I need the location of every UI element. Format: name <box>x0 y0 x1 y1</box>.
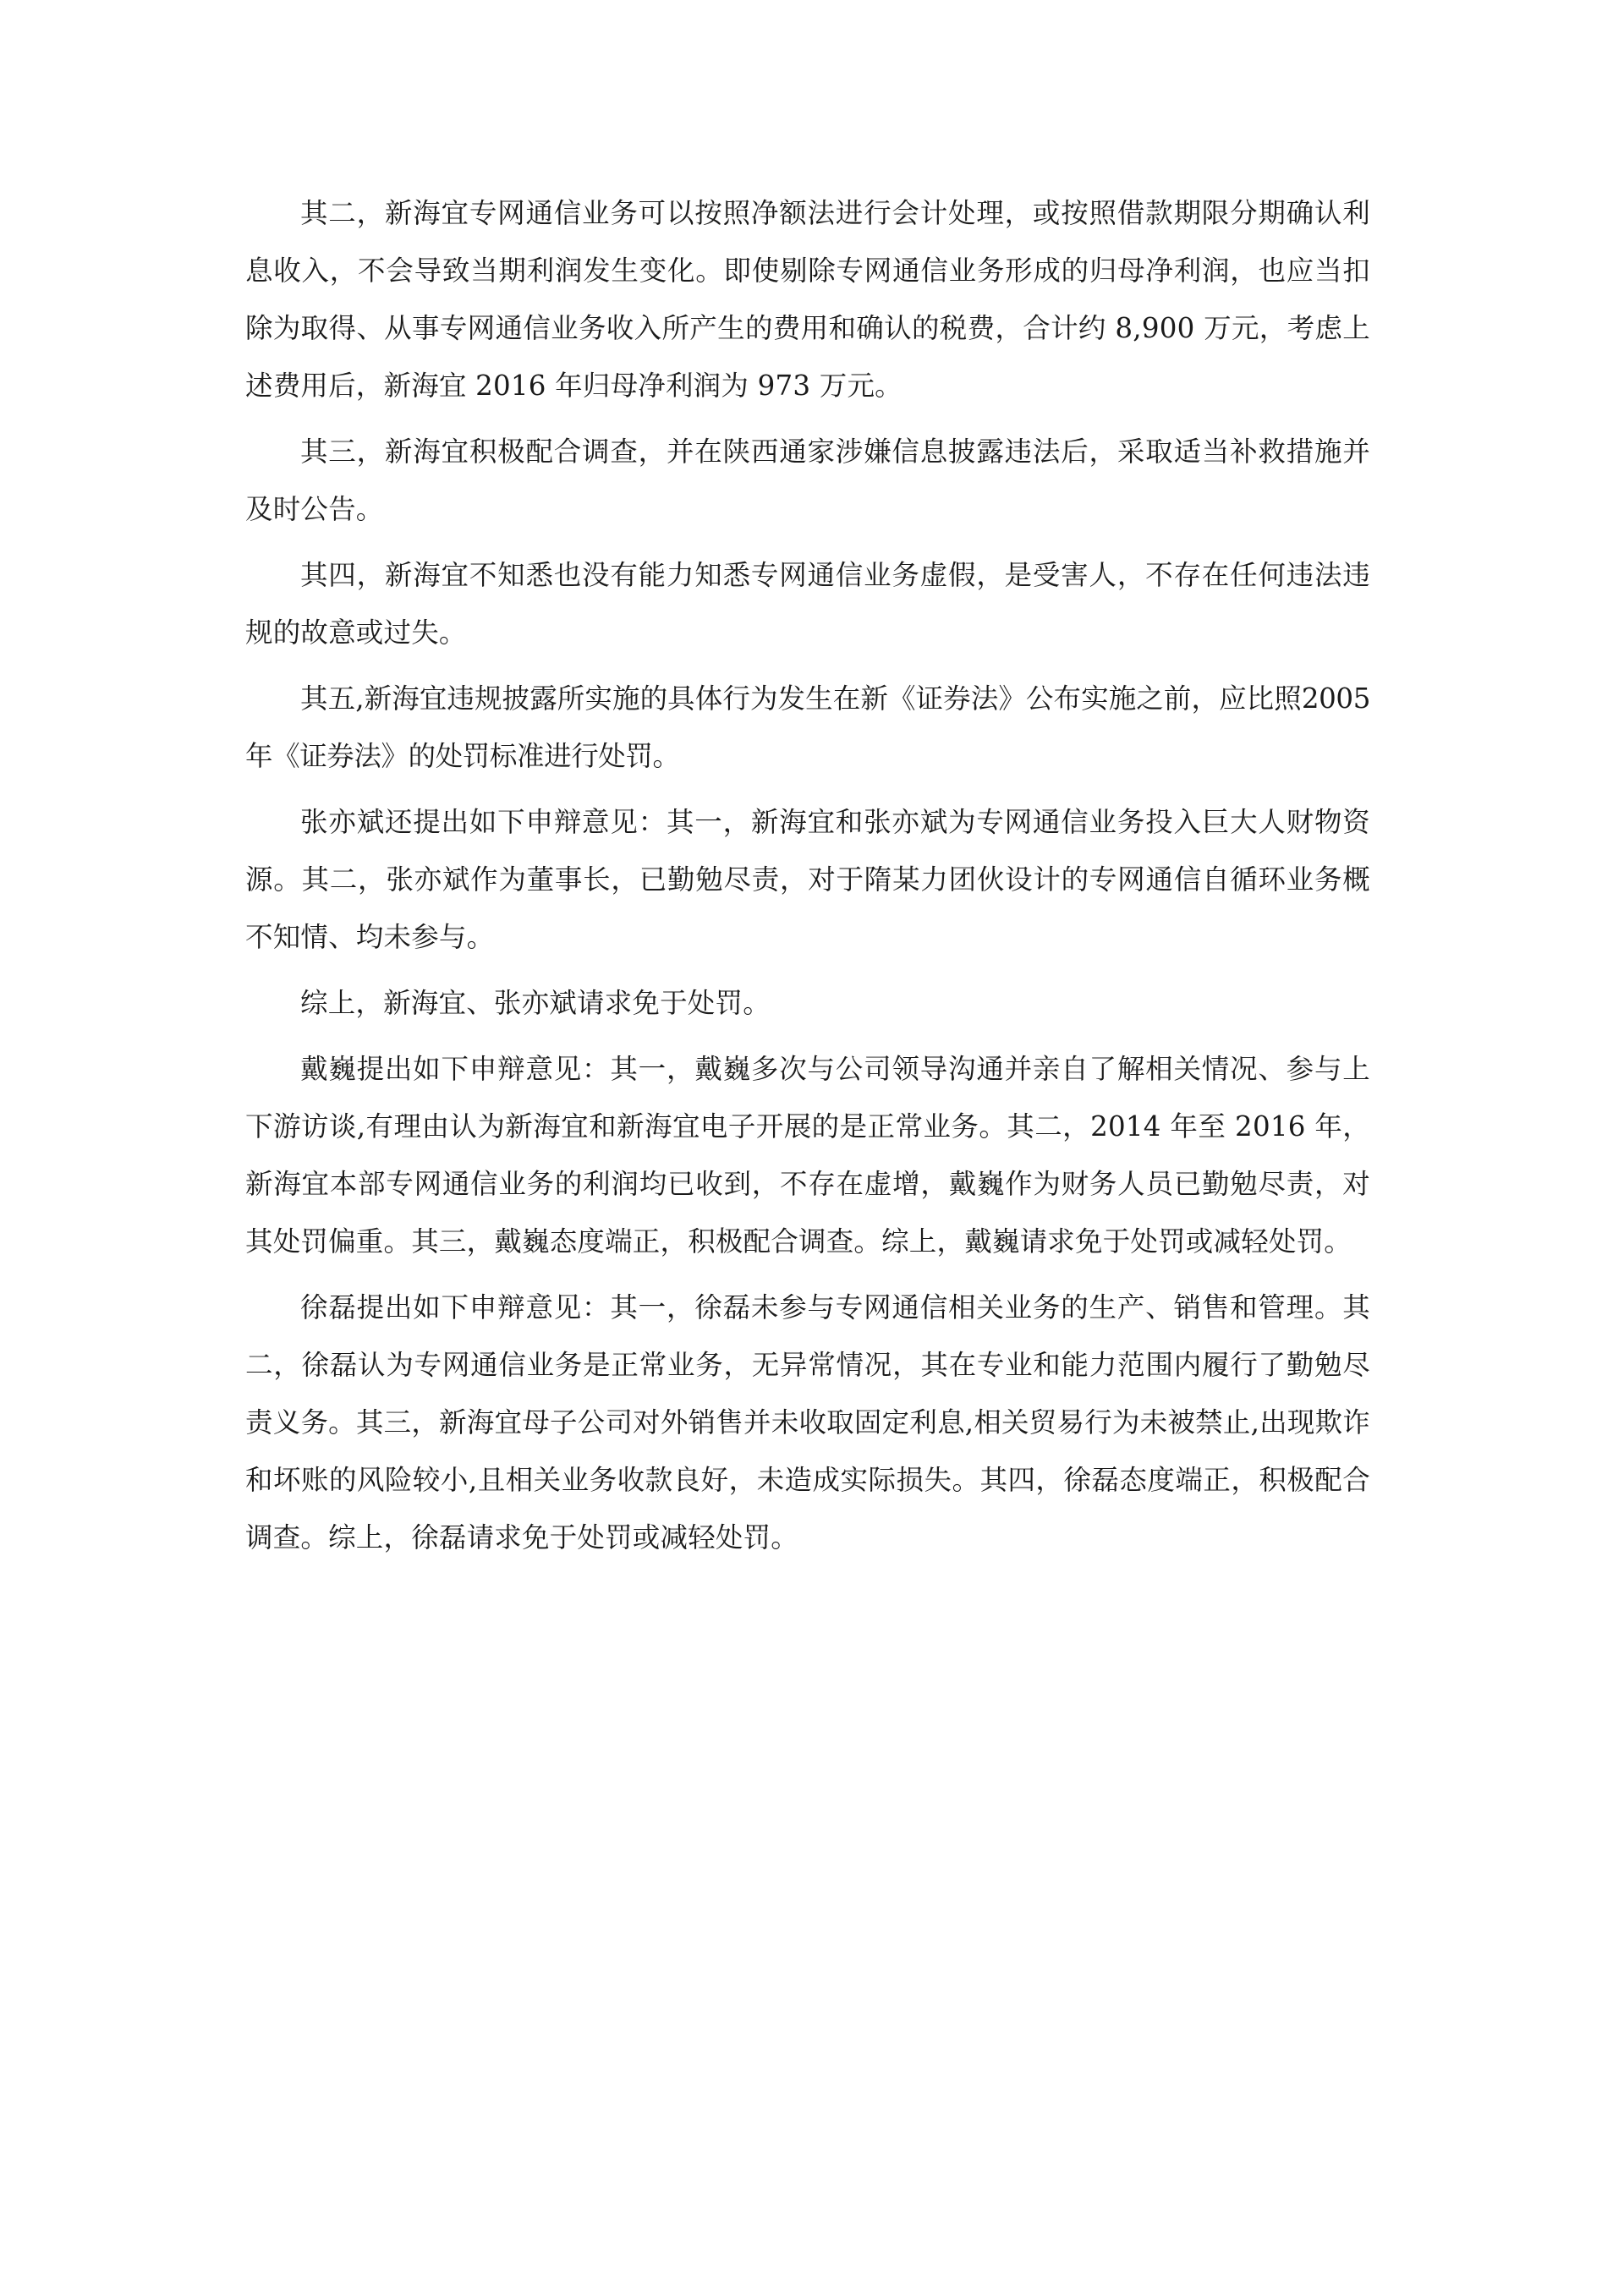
paragraph-dai-wei-defense: 戴巍提出如下申辩意见：其一，戴巍多次与公司领导沟通并亲自了解相关情况、参与上下游访谈,有理由认为新海宜和新海宜电子开展的是正常业务。其二，2014 年至 2016 年，新海宜本部专网通信业务的利润均已收到，不存在虚增，戴巍作为财务人员已勤勉尽责，对其处罚偏重。其三，戴巍态度端正，积极配合调查。综上，戴巍请求免于处罚或减轻处罚。 <box>245 1053 1370 1258</box>
paragraph-qi-san: 其三，新海宜积极配合调查，并在陕西通家涉嫌信息披露违法后，采取适当补救措施并及时公告。 <box>245 436 1370 525</box>
paragraph-qi-si: 其四，新海宜不知悉也没有能力知悉专网通信业务虚假，是受害人，不存在任何违法违规的故意或过失。 <box>245 559 1370 649</box>
paragraph-qi-wu: 其五,新海宜违规披露所实施的具体行为发生在新《证券法》公布实施之前，应比照2005 年《证券法》的处罚标准进行处罚。 <box>245 682 1370 772</box>
paragraph-zongshang-zhang-request: 综上，新海宜、张亦斌请求免于处罚。 <box>300 987 771 1019</box>
paragraph-zhang-yibin-defense: 张亦斌还提出如下申辩意见：其一，新海宜和张亦斌为专网通信业务投入巨大人财物资源。其二，张亦斌作为董事长，已勤勉尽责，对于隋某力团伙设计的专网通信自循环业务概不知情、均未参与。 <box>245 806 1370 953</box>
document-body <box>245 184 1370 1575</box>
paragraph-qi-er: 其二，新海宜专网通信业务可以按照净额法进行会计处理，或按照借款期限分期确认利息收入，不会导致当期利润发生变化。即使剔除专网通信业务形成的归母净利润，也应当扣除为取得、从事专网通信业务收入所产生的费用和确认的税费，合计约 8,900 万元，考虑上述费用后，新海宜 2016 年归母净利润为 973 万元。 <box>245 197 1370 402</box>
paragraph-xu-lei-defense: 徐磊提出如下申辩意见：其一，徐磊未参与专网通信相关业务的生产、销售和管理。其二，徐磊认为专网通信业务是正常业务，无异常情况，其在专业和能力范围内履行了勤勉尽责义务。其三，新海宜母子公司对外销售并未收取固定利息,相关贸易行为未被禁止,出现欺诈和坏账的风险较小,且相关业务收款良好，未造成实际损失。其四，徐磊态度端正，积极配合调查。综上，徐磊请求免于处罚或减轻处罚。 <box>245 1291 1370 1553</box>
